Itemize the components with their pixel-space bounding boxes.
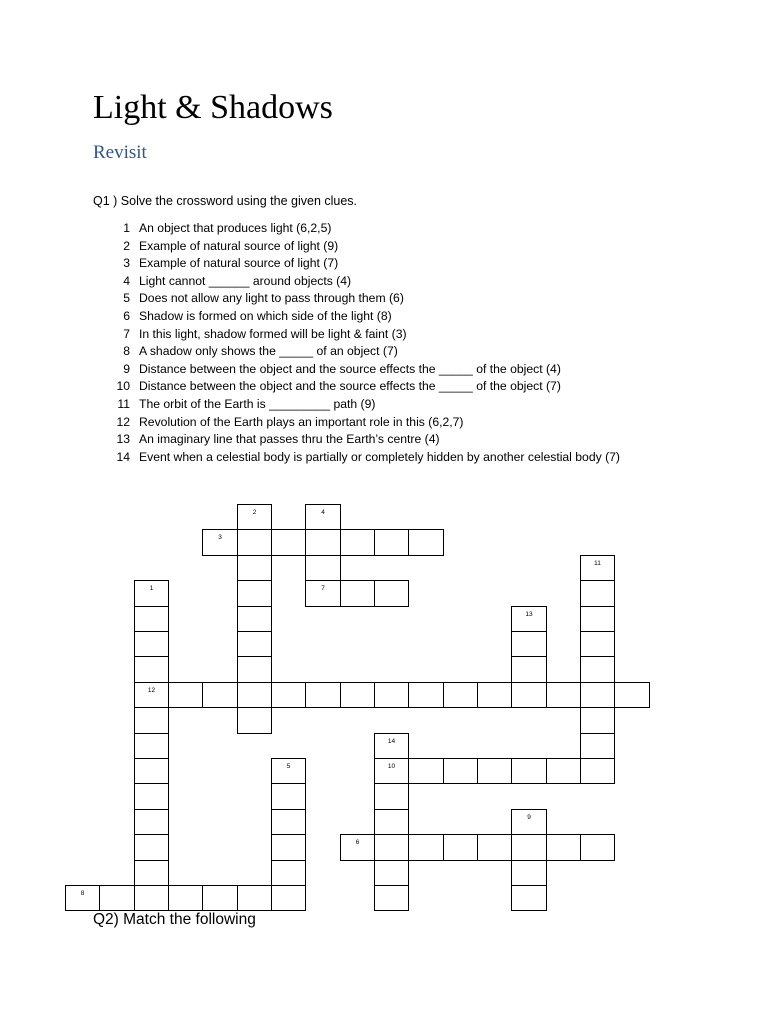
crossword-cell[interactable]	[305, 682, 341, 708]
crossword-cell[interactable]	[580, 834, 615, 861]
crossword-cell[interactable]	[271, 809, 306, 835]
crossword-cell[interactable]	[134, 809, 169, 835]
crossword-cell[interactable]	[580, 707, 615, 734]
clue-text: Distance between the object and the source effects the _____ of the object (4)	[139, 361, 561, 376]
crossword-cell[interactable]	[408, 682, 444, 708]
clue-number: 9	[123, 361, 130, 376]
crossword-cell[interactable]	[477, 682, 512, 708]
clue-text: Light cannot ______ around objects (4)	[139, 273, 352, 288]
crossword-cell[interactable]	[202, 682, 238, 708]
crossword-cell[interactable]	[443, 682, 478, 708]
crossword-cell[interactable]	[374, 580, 409, 607]
crossword-cell[interactable]	[374, 529, 409, 556]
crossword-cell[interactable]	[340, 834, 375, 861]
crossword-cell[interactable]	[408, 834, 444, 861]
clue-text: Event when a celestial body is partially or completely hidden by another celestial body (7)	[139, 449, 620, 464]
crossword-cell[interactable]	[511, 885, 547, 911]
clue-text: An imaginary line that passes thru the Earth’s centre (4)	[139, 432, 440, 447]
clue-number: 1	[123, 221, 130, 235]
clue-text: The orbit of the Earth is _________ path (9)	[139, 397, 376, 411]
clue-number: 12	[116, 414, 130, 429]
clue-number: 10	[116, 379, 130, 394]
crossword-cell[interactable]	[305, 504, 341, 530]
crossword-clue-number: 7	[321, 585, 325, 592]
crossword-cell[interactable]	[580, 606, 615, 632]
crossword-cell[interactable]	[134, 631, 169, 657]
crossword-cell[interactable]	[580, 733, 615, 759]
crossword-cell[interactable]	[134, 834, 169, 861]
crossword-cell[interactable]	[580, 580, 615, 607]
crossword-cell[interactable]	[237, 555, 272, 581]
crossword-clue-number: 12	[147, 687, 156, 694]
question-2-heading: Q2) Match the following	[93, 911, 256, 928]
crossword-clue-number: 2	[252, 509, 257, 516]
crossword-cell[interactable]	[443, 834, 478, 861]
crossword-cell[interactable]	[99, 885, 135, 911]
crossword-cell[interactable]	[305, 580, 341, 607]
clue-text: Does not allow any light to pass through them (6)	[139, 291, 404, 306]
crossword-cell[interactable]	[408, 529, 444, 556]
crossword-cell[interactable]	[374, 885, 409, 911]
crossword-cell[interactable]	[65, 885, 100, 911]
crossword-clue-number: 1	[149, 585, 154, 592]
crossword-cell[interactable]	[511, 631, 547, 657]
crossword-cell[interactable]	[477, 834, 512, 861]
crossword-cell[interactable]	[168, 885, 203, 911]
crossword-cell[interactable]	[511, 656, 547, 683]
crossword-cell[interactable]	[408, 758, 444, 784]
crossword-cell[interactable]	[374, 733, 409, 759]
crossword-cell[interactable]	[271, 783, 306, 810]
clue-number: 3	[123, 256, 130, 271]
crossword-cell[interactable]	[511, 834, 547, 861]
crossword-clue-number: 11	[594, 560, 601, 567]
crossword-clue-number: 14	[387, 738, 396, 745]
crossword-cell[interactable]	[271, 834, 306, 861]
crossword-cell[interactable]	[374, 834, 409, 861]
crossword-clue-number: 8	[80, 890, 85, 897]
question-1-instruction: Q1 ) Solve the crossword using the given clues.	[93, 194, 358, 208]
crossword-cell[interactable]	[237, 529, 272, 556]
crossword-cell[interactable]	[340, 580, 375, 607]
page-subtitle: Revisit	[93, 142, 147, 163]
clue-text: Example of natural source of light (9)	[139, 238, 339, 253]
crossword-cell[interactable]	[305, 529, 341, 556]
crossword-cell[interactable]	[511, 682, 547, 708]
crossword-cell[interactable]	[546, 834, 581, 861]
crossword-cell[interactable]	[340, 682, 375, 708]
crossword-cell[interactable]	[237, 707, 272, 734]
crossword-cell[interactable]	[580, 631, 615, 657]
crossword-cell[interactable]	[134, 783, 169, 810]
crossword-cell[interactable]	[168, 682, 203, 708]
crossword-clue-number: 5	[286, 763, 291, 770]
crossword-cell[interactable]	[511, 758, 547, 784]
crossword-cell[interactable]	[271, 682, 306, 708]
clue-number: 14	[116, 449, 130, 464]
crossword-cell[interactable]	[580, 555, 615, 581]
crossword-cell[interactable]	[580, 656, 615, 683]
clue-number: 8	[123, 344, 130, 359]
clue-number: 7	[123, 326, 130, 341]
crossword-cell[interactable]	[202, 885, 238, 911]
crossword-cell[interactable]	[237, 580, 272, 607]
crossword-cell[interactable]	[134, 860, 169, 886]
crossword-clue-number: 9	[527, 814, 531, 821]
crossword-cell[interactable]	[134, 707, 169, 734]
crossword-clue-number: 4	[321, 509, 325, 516]
clue-text: An object that produces light (6,2,5)	[139, 221, 332, 235]
crossword-clue-number: 3	[218, 534, 222, 541]
crossword-cell[interactable]	[237, 656, 272, 683]
clue-text: In this light, shadow formed will be light & faint (3)	[139, 326, 407, 341]
crossword-cell[interactable]	[271, 529, 306, 556]
clue-text: Distance between the object and the source effects the _____ of the object (7)	[139, 379, 561, 394]
crossword-cell[interactable]	[443, 758, 478, 784]
crossword-cell[interactable]	[271, 885, 306, 911]
crossword-cell[interactable]	[546, 682, 581, 708]
crossword-cell[interactable]	[134, 733, 169, 759]
crossword-cell[interactable]	[374, 809, 409, 835]
crossword-cell[interactable]	[237, 682, 272, 708]
crossword-cell[interactable]	[580, 682, 615, 708]
clue-number: 6	[123, 309, 130, 323]
crossword-cell[interactable]	[580, 758, 615, 784]
crossword-cell[interactable]	[374, 682, 409, 708]
crossword-cell[interactable]	[134, 682, 169, 708]
crossword-cell[interactable]	[237, 631, 272, 657]
crossword-cell[interactable]	[374, 860, 409, 886]
crossword-cell[interactable]	[202, 529, 238, 556]
clue-number: 11	[117, 397, 130, 411]
crossword-cell[interactable]	[134, 656, 169, 683]
crossword-cell[interactable]	[477, 758, 512, 784]
crossword-cell[interactable]	[374, 758, 409, 784]
page-title: Light & Shadows	[93, 89, 333, 126]
crossword-cell[interactable]	[511, 809, 547, 835]
crossword-cell[interactable]	[237, 606, 272, 632]
crossword-clue-number: 6	[355, 839, 360, 846]
clue-text: A shadow only shows the _____ of an object (7)	[139, 344, 398, 359]
crossword-cell[interactable]	[237, 504, 272, 530]
clue-text: Shadow is formed on which side of the light (8)	[139, 309, 392, 323]
clue-text: Revolution of the Earth plays an important role in this (6,2,7)	[139, 414, 464, 429]
crossword-cell[interactable]	[134, 885, 169, 911]
clue-number: 5	[123, 291, 130, 306]
crossword-cell[interactable]	[134, 606, 169, 632]
clue-number: 2	[123, 238, 130, 253]
crossword-cell[interactable]	[546, 758, 581, 784]
crossword-cell[interactable]	[271, 758, 306, 784]
crossword-cell[interactable]	[134, 580, 169, 607]
clue-number: 4	[123, 273, 130, 288]
crossword-cell[interactable]	[134, 758, 169, 784]
crossword-cell[interactable]	[305, 555, 341, 581]
crossword-cell[interactable]	[237, 885, 272, 911]
clue-text: Example of natural source of light (7)	[139, 256, 339, 271]
crossword-clue-number: 13	[525, 611, 533, 618]
crossword-clue-number: 10	[387, 763, 396, 770]
crossword-cell[interactable]	[271, 860, 306, 886]
crossword-cell[interactable]	[340, 529, 375, 556]
clue-number: 13	[116, 432, 130, 447]
crossword-cell[interactable]	[374, 783, 409, 810]
crossword-cell[interactable]	[614, 682, 650, 708]
crossword-cell[interactable]	[511, 606, 547, 632]
crossword-cell[interactable]	[511, 860, 547, 886]
